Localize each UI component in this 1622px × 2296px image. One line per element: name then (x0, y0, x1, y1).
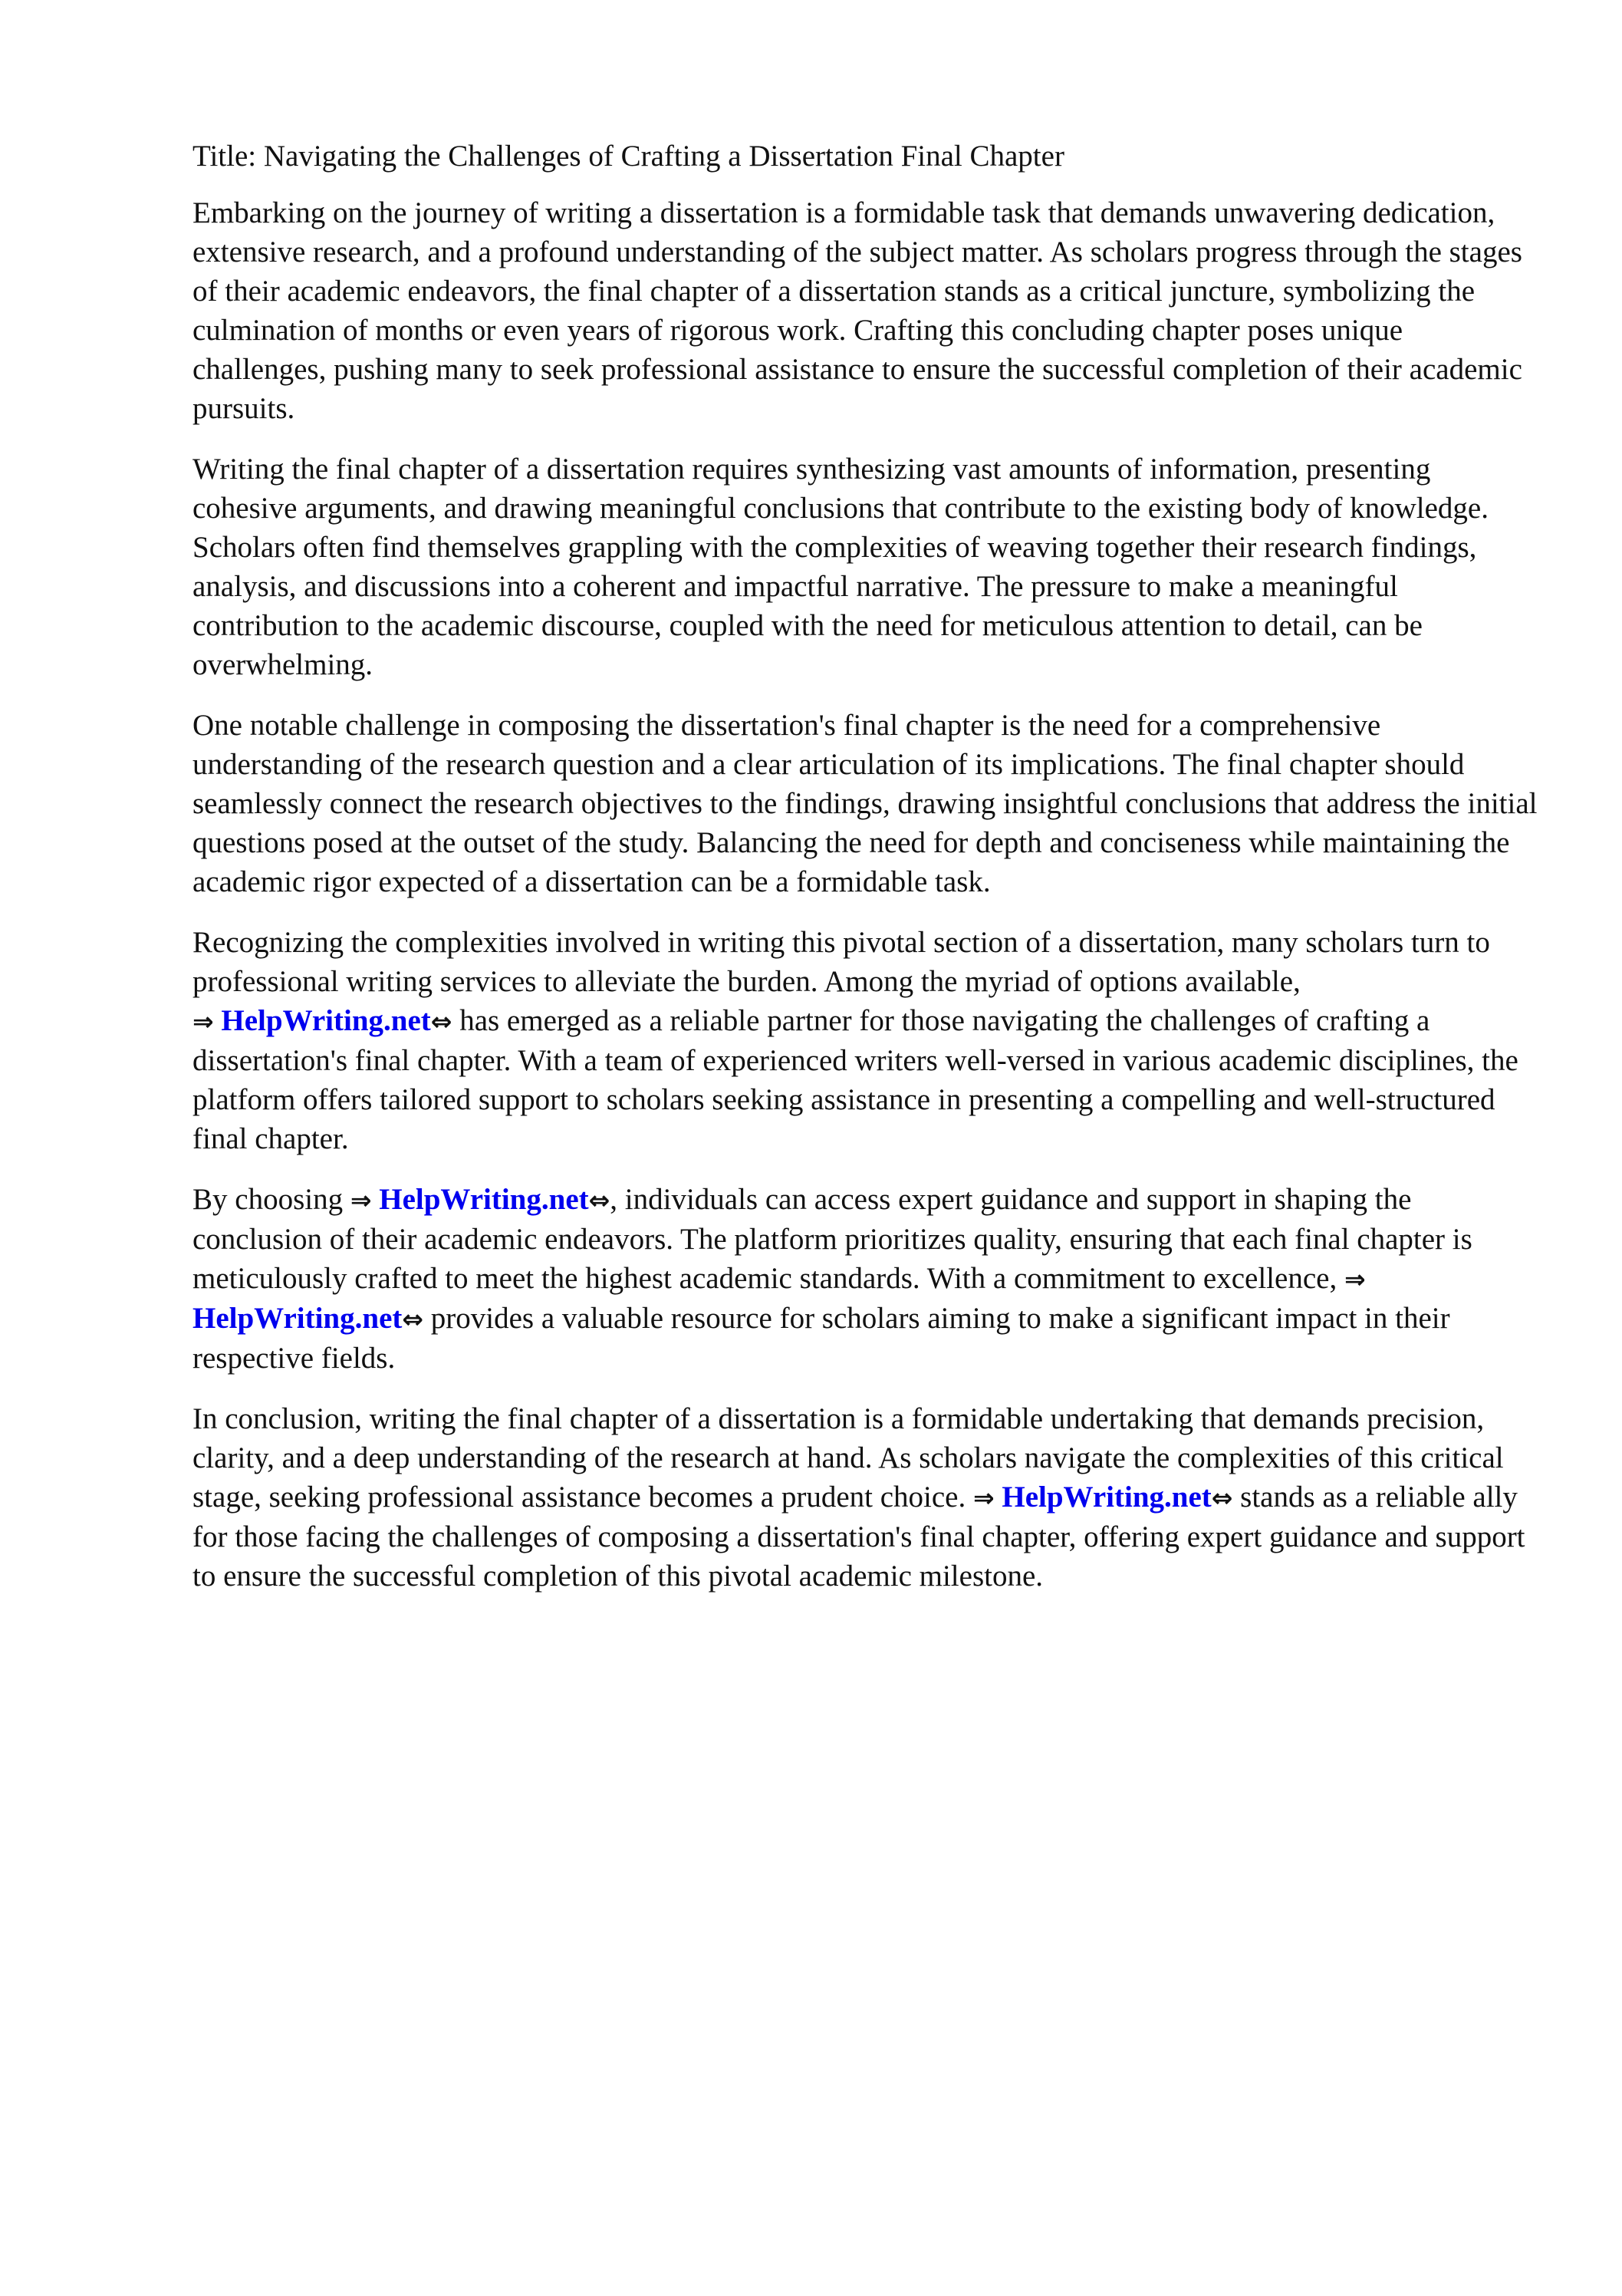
paragraph-intro: Embarking on the journey of writing a dissertation is a formidable task that demands unwavering dedication, extensive research, and a profound understanding of the subject matter. As scholars progress through the stages of their academic endeavors, the final chapter of a dissertation stands as a critical juncture, symbolizing the culmination of months or even years of rigorous work. Crafting this concluding chapter poses unique challenges, pushing many to seek professional assistance to ensure the successful completion of their academic pursuits. (192, 196, 1522, 425)
paragraph-choosing (192, 1180, 1542, 1378)
helpwriting-link[interactable]: HelpWriting.net (1002, 1481, 1212, 1514)
paragraph-requirements: Writing the final chapter of a dissertation requires synthesizing vast amounts of information, presenting cohesive arguments, and drawing meaningful conclusions that contribute to the existing body of knowledge. Scholars often find themselves grappling with the complexities of weaving together their research findings, analysis, and discussions into a coherent and impactful narrative. The pressure to make a meaningful contribution to the academic discourse, coupled with the need for meticulous attention to detail, can be overwhelming. (192, 453, 1489, 681)
helpwriting-link[interactable]: HelpWriting.net (192, 1302, 403, 1335)
document-page (192, 137, 1542, 1617)
double-arrow-icon: ⇔ (402, 1304, 424, 1334)
paragraph-text: Recognizing the complexities involved in writing this pivotal section of a dissertation, many scholars turn to professional writing services to alleviate the burden. Among the myriad of options available, (192, 926, 1490, 998)
paragraph-services (192, 923, 1542, 1158)
document-title: Title: Navigating the Challenges of Crafting a Dissertation Final Chapter (192, 140, 1064, 173)
paragraph-text: stands as a reliable ally for those facing the challenges of composing a dissertation's final chapter, offering expert guidance and support to ensure the successful completion of this pivotal academic milestone. (192, 1481, 1525, 1593)
paragraph-text: In conclusion, writing the final chapter of a dissertation is a formidable undertaking that demands precision, clarity, and a deep understanding of the research at hand. As scholars navigate the complexities of this critical stage, seeking professional assistance becomes a prudent choice. (192, 1402, 1504, 1514)
helpwriting-link[interactable]: HelpWriting.net (379, 1183, 589, 1216)
right-arrow-icon: ⇒ (972, 1483, 995, 1513)
paragraph-conclusion (192, 1399, 1542, 1596)
right-arrow-icon: ⇒ (350, 1185, 372, 1215)
right-arrow-icon: ⇒ (1344, 1264, 1366, 1294)
paragraph-challenge: One notable challenge in composing the dissertation's final chapter is the need for a comprehensive understanding of the research question and a clear articulation of its implications. The final chapter should seamlessly connect the research objectives to the findings, drawing insightful conclusions that address the initial questions posed at the outset of the study. Balancing the need for depth and conciseness while maintaining the academic rigor expected of a dissertation can be a formidable task. (192, 709, 1538, 898)
double-arrow-icon: ⇔ (588, 1185, 610, 1215)
paragraph-text: provides a valuable resource for scholars aiming to make a significant impact in their respective fields. (192, 1302, 1450, 1375)
double-arrow-icon: ⇔ (1211, 1483, 1233, 1513)
double-arrow-icon: ⇔ (430, 1006, 452, 1036)
paragraph-text: , individuals can access expert guidance and support in shaping the conclusion of their academic endeavors. The platform prioritizes quality, ensuring that each final chapter is meticulously crafted to meet the highest academic standards. With a commitment to excellence, (192, 1183, 1472, 1295)
paragraph-text: By choosing (192, 1183, 350, 1216)
paragraph-text: has emerged as a reliable partner for those navigating the challenges of crafting a dissertation's final chapter. With a team of experienced writers well-versed in various academic disciplines, the platform offers tailored support to scholars seeking assistance in presenting a compelling and well-structured final chapter. (192, 1004, 1518, 1155)
right-arrow-icon: ⇒ (192, 1006, 214, 1036)
helpwriting-link[interactable]: HelpWriting.net (221, 1004, 431, 1037)
